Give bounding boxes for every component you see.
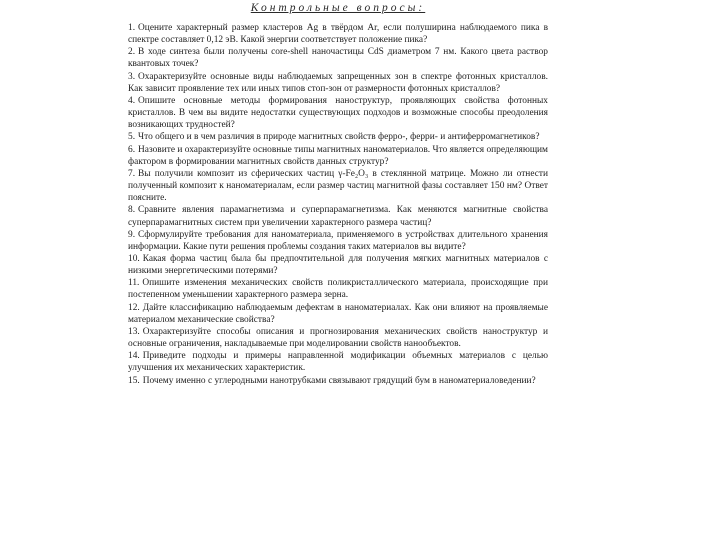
question-text: Оцените характерный размер кластеров Ag в твёрдом Ar, если полуширина наблюдаемого пика в спектре составляет 0,12 эВ. Какой энергии соответствует положение пика? — [128, 23, 548, 46]
question-number: 9. — [128, 229, 136, 240]
question-item — [128, 229, 548, 253]
question-text: В ходе синтеза были получены core-shell наночастицы CdS диаметром 7 нм. Какого цвета раствор квантовых точек? — [128, 47, 548, 70]
question-number: 3. — [128, 71, 136, 82]
question-number: 8. — [128, 205, 136, 216]
question-number: 1. — [128, 23, 136, 33]
question-item — [128, 350, 548, 374]
question-item — [128, 375, 548, 387]
question-item — [128, 46, 548, 70]
question-text: Почему именно с углеродными нанотрубками связывают грядущий бум в наноматериаловедении? — [142, 375, 536, 386]
question-item — [128, 204, 548, 228]
document-page — [128, 0, 548, 540]
question-number: 10. — [128, 253, 140, 264]
question-item — [128, 168, 548, 204]
question-number: 4. — [128, 95, 136, 106]
question-number: 14. — [128, 351, 140, 362]
question-text: Опишите основные методы формирования наноструктур, проявляющих свойства фотонных кристаллов. В чем вы видите недостатки существующих подходов и возможные способы преодоления возникающих трудностей? — [128, 95, 548, 131]
question-item — [128, 22, 548, 46]
question-number: 5. — [128, 132, 136, 143]
question-number: 13. — [128, 326, 140, 337]
question-number: 2. — [128, 47, 136, 58]
question-text: Вы получили композит из сферических частиц γ-Fe₂O₃ в стеклянной матрице. Можно ли отнести полученный композит к наноматериалам, если размер частиц магнитной фазы составляет 150 нм? Ответ поясните. — [128, 168, 548, 204]
question-number: 11. — [128, 278, 140, 289]
question-text: Что общего и в чем различия в природе магнитных свойств ферро-, ферри- и антиферромагнетиков? — [138, 132, 540, 143]
question-number: 6. — [128, 144, 136, 155]
question-text: Назовите и охарактеризуйте основные типы магнитных наноматериалов. Что является определяющим фактором в формировании магнитных свойств данных структур? — [128, 144, 548, 167]
question-item — [128, 253, 548, 277]
question-list — [128, 22, 548, 387]
question-item — [128, 71, 548, 95]
question-text: Опишите изменения механических свойств поликристаллического материала, происходящие при постепенном уменьшении характерного размера зерна. — [128, 278, 548, 301]
question-item — [128, 95, 548, 131]
question-text: Приведите подходы и примеры направленной модификации объемных материалов с целью улучшения их механических характеристик. — [128, 351, 548, 374]
question-item — [128, 277, 548, 301]
question-item — [128, 326, 548, 350]
question-text: Охарактеризуйте способы описания и прогнозирования механических свойств наноструктур и основные ограничения, накладываемые при моделировании свойств нанообъектов. — [128, 326, 548, 350]
question-text: Дайте классификацию наблюдаемым дефектам в наноматериалах. Как они влияют на проявляемые материалом механические свойства? — [128, 302, 548, 325]
question-item — [128, 302, 548, 326]
question-text: Какая форма частиц была бы предпочтительной для получения мягких магнитных материалов с низкими энергетическими потерями? — [128, 253, 548, 277]
question-item — [128, 144, 548, 168]
question-item — [128, 131, 548, 143]
question-number: 12. — [128, 302, 140, 313]
question-number: 7. — [128, 168, 136, 179]
question-number: 15. — [128, 375, 140, 386]
question-text: Сформулируйте требования для наноматериала, применяемого в устройствах длительного хранения информации. Какие пути решения проблемы создания таких материалов вы видите? — [128, 229, 548, 252]
question-text: Сравните явления парамагнетизма и суперпарамагнетизма. Как меняются магнитные свойства суперпарамагнитных систем при увеличении характерного размера частиц? — [128, 205, 548, 228]
question-text: Охарактеризуйте основные виды наблюдаемых запрещенных зон в спектре фотонных кристаллов. Как зависит проявление тех или иных типов стоп-зон от размерности фотонных кристаллов? — [128, 71, 548, 94]
page-title: Контрольные вопросы: — [250, 2, 426, 14]
